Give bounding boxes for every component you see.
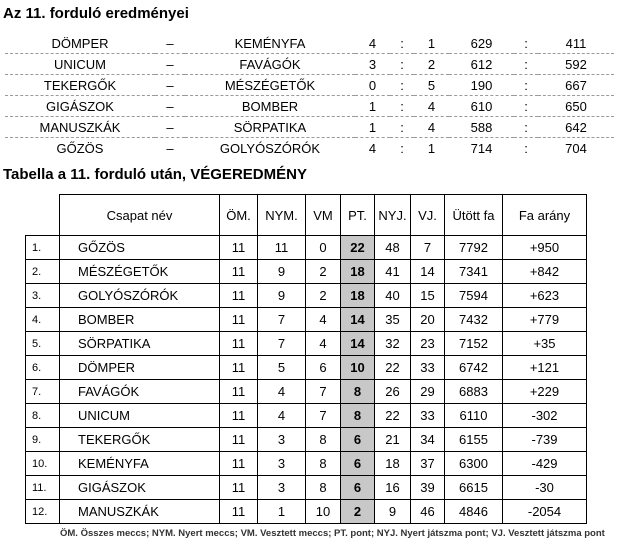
position: 2. (26, 260, 60, 284)
score-colon: : (390, 54, 414, 75)
away-pins: 704 (565, 140, 587, 156)
standings-row (26, 260, 587, 284)
vm-value: 7 (306, 380, 341, 404)
home-team: GIGÁSZOK (5, 96, 155, 117)
away-score: 2 (414, 54, 449, 75)
position: 7. (26, 380, 60, 404)
header-nym: NYM. (258, 195, 306, 236)
nym-value: 7 (258, 332, 306, 356)
vm-value: 6 (306, 356, 341, 380)
results-table (5, 33, 614, 158)
away-pins: 411 (538, 33, 614, 54)
home-score: 0 (355, 75, 390, 96)
nym-value: 5 (258, 356, 306, 380)
vm-value: 8 (306, 428, 341, 452)
home-team: UNICUM (5, 54, 155, 75)
home-pins: 612 (449, 54, 514, 75)
utott-fa-value: 7152 (445, 332, 503, 356)
points-value: 18 (341, 284, 375, 308)
utott-fa-value: 6300 (445, 452, 503, 476)
result-row (5, 33, 614, 54)
nym-value: 11 (258, 236, 306, 260)
points-value: 6 (341, 476, 375, 500)
results-title: Az 11. forduló eredményei (3, 5, 189, 22)
pins-colon: : (514, 96, 538, 117)
match-dash: – (155, 54, 185, 75)
nym-value: 4 (258, 380, 306, 404)
nym-value: 4 (258, 404, 306, 428)
utott-fa-value: 6110 (445, 404, 503, 428)
away-pins: 642 (538, 117, 614, 138)
home-team: DÖMPER (5, 33, 155, 54)
vj-value: 39 (411, 476, 445, 500)
points-value: 6 (341, 452, 375, 476)
om-value: 11 (220, 332, 258, 356)
header-corner (26, 195, 60, 236)
away-team: FAVÁGÓK (185, 54, 355, 75)
utott-fa-value: 7792 (445, 236, 503, 260)
pins-colon: : (514, 75, 538, 96)
vm-value: 8 (306, 452, 341, 476)
vj-value: 29 (411, 380, 445, 404)
team-name: GOLYÓSZÓRÓK (60, 284, 220, 308)
position: 4. (26, 308, 60, 332)
nym-value: 9 (258, 260, 306, 284)
standings-row (26, 428, 587, 452)
away-score: 4 (414, 117, 449, 138)
vm-value: 2 (306, 260, 341, 284)
position: 9. (26, 428, 60, 452)
away-team: KEMÉNYFA (185, 33, 355, 54)
om-value: 11 (220, 284, 258, 308)
match-dash: – (166, 140, 174, 156)
match-dash: – (155, 75, 185, 96)
header-pt: PT. (341, 195, 375, 236)
vm-value: 4 (306, 308, 341, 332)
score-colon: : (390, 117, 414, 138)
fa-arany-value: +623 (503, 284, 587, 308)
vm-value: 0 (306, 236, 341, 260)
away-score: 1 (414, 33, 449, 54)
away-score: 1 (427, 140, 436, 156)
team-name: GŐZÖS (60, 236, 220, 260)
utott-fa-value: 7594 (445, 284, 503, 308)
result-row (5, 75, 614, 96)
header-utott-fa: Ütött fa (445, 195, 503, 236)
position: 6. (26, 356, 60, 380)
match-dash: – (155, 117, 185, 138)
points-value: 8 (341, 380, 375, 404)
om-value: 11 (220, 380, 258, 404)
om-value: 11 (220, 476, 258, 500)
position: 11. (26, 476, 60, 500)
home-pins: 629 (449, 33, 514, 54)
standings-table (25, 194, 587, 524)
team-name: DÖMPER (60, 356, 220, 380)
nym-value: 3 (258, 452, 306, 476)
standings-row (26, 452, 587, 476)
om-value: 11 (220, 500, 258, 524)
header-vm: VM (306, 195, 341, 236)
om-value: 11 (220, 236, 258, 260)
team-name: BOMBER (60, 308, 220, 332)
fa-arany-value: +35 (503, 332, 587, 356)
pins-colon: : (514, 54, 538, 75)
team-name: KEMÉNYFA (60, 452, 220, 476)
match-dash: – (155, 33, 185, 54)
nyj-value: 18 (375, 452, 411, 476)
standings-row (26, 308, 587, 332)
away-team: GOLYÓSZÓRÓK (219, 140, 321, 156)
team-name: FAVÁGÓK (60, 380, 220, 404)
home-score: 1 (355, 117, 390, 138)
utott-fa-value: 6615 (445, 476, 503, 500)
fa-arany-value: -30 (503, 476, 587, 500)
points-value: 14 (341, 308, 375, 332)
standings-row (26, 380, 587, 404)
utott-fa-value: 7432 (445, 308, 503, 332)
away-score: 5 (414, 75, 449, 96)
team-name: TEKERGŐK (60, 428, 220, 452)
home-score: 4 (355, 33, 390, 54)
nym-value: 1 (258, 500, 306, 524)
home-team: TEKERGŐK (5, 75, 155, 96)
fa-arany-value: -739 (503, 428, 587, 452)
team-name: SÖRPATIKA (60, 332, 220, 356)
away-team: BOMBER (185, 96, 355, 117)
vm-value: 4 (306, 332, 341, 356)
position: 10. (26, 452, 60, 476)
abbreviation-legend: ÖM. Összes meccs; NYM. Nyert meccs; VM. Vesztett meccs; PT. pont; NYJ. Nyert játszma pont; VJ. Vesztett játszma pont (60, 528, 605, 539)
nym-value: 3 (258, 476, 306, 500)
standings-row (26, 500, 587, 524)
nyj-value: 21 (375, 428, 411, 452)
points-value: 2 (341, 500, 375, 524)
home-team: GŐZÖS (56, 140, 104, 156)
home-pins: 714 (470, 140, 493, 156)
vj-value: 23 (411, 332, 445, 356)
om-value: 11 (220, 260, 258, 284)
standings-body (26, 236, 587, 524)
fa-arany-value: +121 (503, 356, 587, 380)
standings-row (26, 404, 587, 428)
standings-row (26, 236, 587, 260)
pins-colon: : (514, 117, 538, 138)
standings-row (26, 476, 587, 500)
home-pins: 190 (449, 75, 514, 96)
pins-colon: : (514, 33, 538, 54)
away-team: SÖRPATIKA (185, 117, 355, 138)
nyj-value: 41 (375, 260, 411, 284)
home-team: MANUSZKÁK (5, 117, 155, 138)
utott-fa-value: 7341 (445, 260, 503, 284)
position: 8. (26, 404, 60, 428)
nym-value: 9 (258, 284, 306, 308)
fa-arany-value: +229 (503, 380, 587, 404)
vm-value: 8 (306, 476, 341, 500)
nyj-value: 26 (375, 380, 411, 404)
nym-value: 3 (258, 428, 306, 452)
fa-arany-value: -429 (503, 452, 587, 476)
team-name: UNICUM (60, 404, 220, 428)
points-value: 6 (341, 428, 375, 452)
vj-value: 20 (411, 308, 445, 332)
nyj-value: 48 (375, 236, 411, 260)
nyj-value: 35 (375, 308, 411, 332)
score-colon: : (390, 96, 414, 117)
vm-value: 2 (306, 284, 341, 308)
om-value: 11 (220, 452, 258, 476)
vj-value: 46 (411, 500, 445, 524)
team-name: MÉSZÉGETŐK (60, 260, 220, 284)
result-row (5, 117, 614, 138)
away-score: 4 (414, 96, 449, 117)
nyj-value: 40 (375, 284, 411, 308)
vm-value: 10 (306, 500, 341, 524)
points-value: 8 (341, 404, 375, 428)
home-score: 1 (355, 96, 390, 117)
fa-arany-value: -2054 (503, 500, 587, 524)
home-score: 3 (355, 54, 390, 75)
standings-row (26, 284, 587, 308)
away-pins: 667 (538, 75, 614, 96)
team-name: MANUSZKÁK (60, 500, 220, 524)
utott-fa-value: 6155 (445, 428, 503, 452)
points-value: 10 (341, 356, 375, 380)
fa-arany-value: +950 (503, 236, 587, 260)
header-nyj: NYJ. (375, 195, 411, 236)
standings-title: Tabella a 11. forduló után, VÉGEREDMÉNY (3, 166, 307, 183)
vj-value: 33 (411, 356, 445, 380)
vj-value: 34 (411, 428, 445, 452)
header-om: ÖM. (220, 195, 258, 236)
pins-colon: : (524, 140, 528, 156)
fa-arany-value: +842 (503, 260, 587, 284)
header-vj: VJ. (411, 195, 445, 236)
om-value: 11 (220, 404, 258, 428)
nyj-value: 9 (375, 500, 411, 524)
position: 12. (26, 500, 60, 524)
om-value: 11 (220, 356, 258, 380)
home-score: 4 (368, 140, 377, 156)
result-row (5, 54, 614, 75)
result-row (5, 96, 614, 117)
standings-row (26, 332, 587, 356)
om-value: 11 (220, 428, 258, 452)
away-pins: 650 (538, 96, 614, 117)
home-pins: 610 (449, 96, 514, 117)
score-colon: : (390, 33, 414, 54)
team-name: GIGÁSZOK (60, 476, 220, 500)
match-dash: – (155, 96, 185, 117)
score-colon: : (400, 140, 404, 156)
home-pins: 588 (449, 117, 514, 138)
points-value: 14 (341, 332, 375, 356)
away-pins: 592 (538, 54, 614, 75)
vj-value: 15 (411, 284, 445, 308)
position: 3. (26, 284, 60, 308)
position: 1. (26, 236, 60, 260)
points-value: 22 (341, 236, 375, 260)
results-body (5, 33, 614, 158)
vm-value: 7 (306, 404, 341, 428)
header-team: Csapat név (60, 195, 220, 236)
score-colon: : (390, 75, 414, 96)
nym-value: 7 (258, 308, 306, 332)
fa-arany-value: +779 (503, 308, 587, 332)
nyj-value: 16 (375, 476, 411, 500)
result-row (5, 138, 614, 159)
utott-fa-value: 6742 (445, 356, 503, 380)
vj-value: 37 (411, 452, 445, 476)
standings-header-row (26, 195, 587, 236)
vj-value: 33 (411, 404, 445, 428)
nyj-value: 22 (375, 404, 411, 428)
vj-value: 7 (411, 236, 445, 260)
utott-fa-value: 6883 (445, 380, 503, 404)
nyj-value: 32 (375, 332, 411, 356)
position: 5. (26, 332, 60, 356)
nyj-value: 22 (375, 356, 411, 380)
fa-arany-value: -302 (503, 404, 587, 428)
away-team: MÉSZÉGETŐK (185, 75, 355, 96)
header-fa-arany: Fa arány (503, 195, 587, 236)
utott-fa-value: 4846 (445, 500, 503, 524)
vj-value: 14 (411, 260, 445, 284)
points-value: 18 (341, 260, 375, 284)
om-value: 11 (220, 308, 258, 332)
standings-row (26, 356, 587, 380)
